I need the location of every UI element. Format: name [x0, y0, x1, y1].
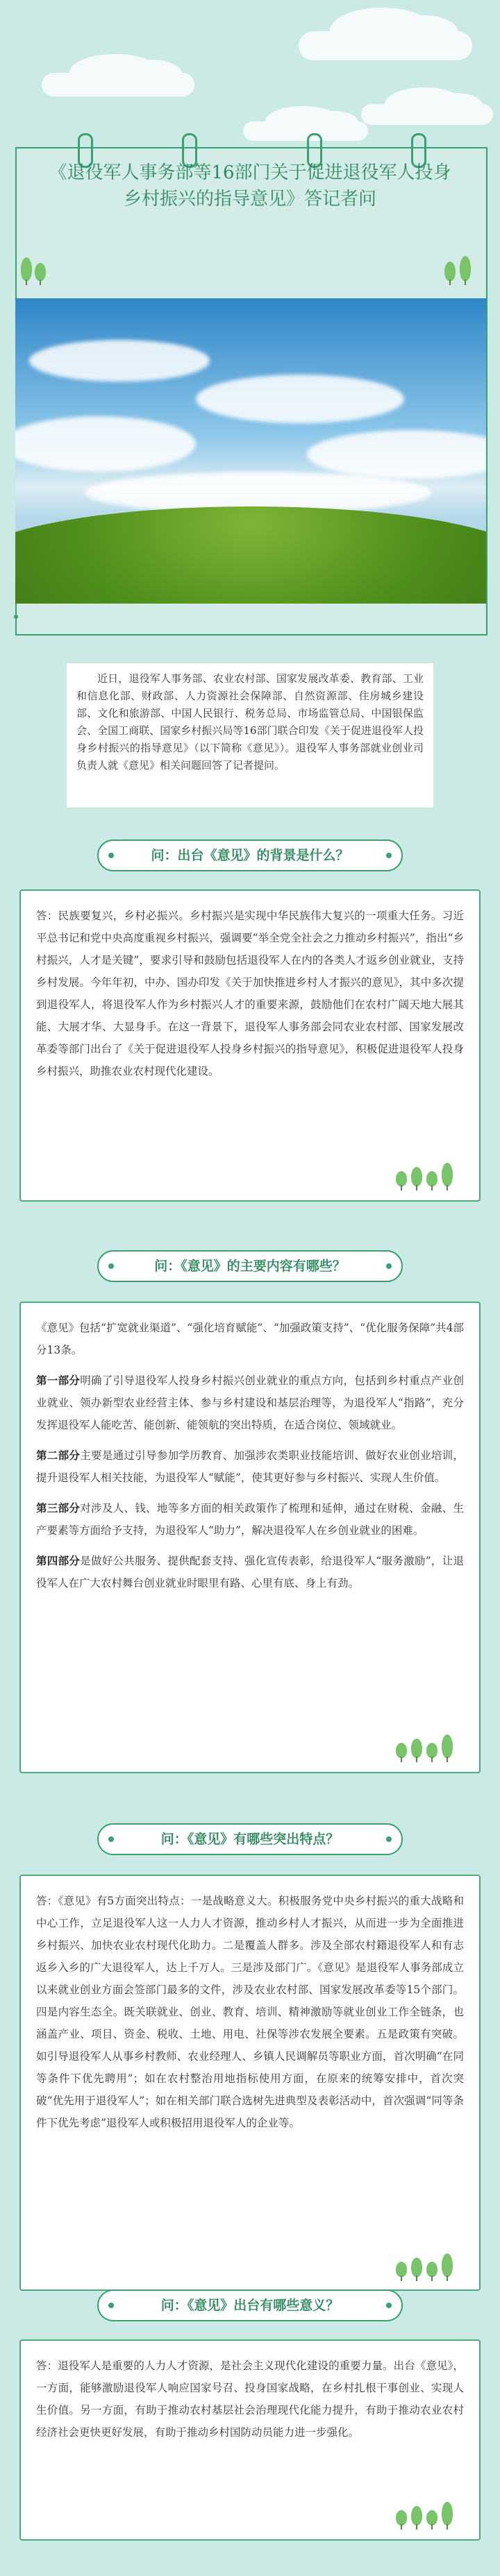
answer-2-paragraph: 第二部分主要是通过引导参加学历教育、加强涉农类职业技能培训、做好农业创业培训，提升退役军人相关技能，为退役军人“赋能”，使其更好参与乡村振兴、实现人生价值。	[36, 1449, 464, 1484]
question-4-text: 问：《意见》出台有哪些意义？	[160, 2298, 340, 2313]
tree-decoration	[396, 1730, 479, 1758]
tree-decoration	[21, 253, 104, 281]
answer-1-text: 答：民族要复兴，乡村必振兴。乡村振兴是实现中华民族伟大复兴的一项重大任务。习近平总书记和党中央高度重视乡村振兴，强调要“举全党全社会之力推动乡村振兴”，指出“乡村振兴，人才是关键”，要求引导和鼓励包括退役军人在内的各类人才返乡创业就业，支持乡村发展。今年年初，中办、国办印发《关于加快推进乡村人才振兴的意见》，其中多次提到退役军人，将退役军人作为乡村振兴人才的重要来源，鼓励他们在农村广阔天地大展其能、大展才华、大显身手。在这一背景下，退役军人事务部会同农业农村部、国家发展改革委等部门出台了《关于促进退役军人投身乡村振兴的指导意见》，积极促进退役军人投身乡村振兴，助推农业农村现代化建设。	[36, 910, 464, 1077]
question-3-text: 问：《意见》有哪些突出特点？	[160, 1832, 340, 1847]
page-title: 《退役军人事务部等16部门关于促进退役军人投身乡村振兴的指导意见》答记者问	[49, 162, 451, 210]
answer-2-box	[19, 1302, 481, 1773]
answer-2-paragraph: 第一部分明确了引导退役军人投身乡村振兴创业就业的重点方向，包括到乡村重点产业创业就业、领办新型农业经营主体、参与乡村建设和基层治理等，为退役军人“指路”，充分发挥退役军人能吃苦、能创新、能领航的突出特质，在适合岗位、领域就业。	[36, 1374, 464, 1431]
question-4-heading	[97, 2289, 403, 2321]
question-1-heading	[97, 839, 403, 871]
question-1-text: 问：出台《意见》的背景是什么？	[151, 848, 349, 863]
hero-image	[15, 298, 486, 604]
question-3-heading	[97, 1823, 403, 1855]
answer-1-box	[19, 889, 481, 1202]
answer-2-paragraph: 《意见》包括“扩宽就业渠道”、“强化培育赋能”、“加强政策支持”、“优化服务保障”共4部分13条。	[36, 1322, 464, 1356]
tree-decoration	[444, 253, 486, 281]
cloud-decoration	[361, 104, 493, 125]
question-2-text: 问：《意见》的主要内容有哪些？	[154, 1259, 346, 1274]
answer-3-text: 答：《意见》有5方面突出特点：一是战略意义大。积极服务党中央乡村振兴的重大战略和中心工作，立足退役军人这一人力人才资源，推动乡村人才振兴，从而进一步为全面推进乡村振兴、加快农业农村现代化助力。二是覆盖人群多。涉及全部农村籍退役军人和有志返乡入乡的广大退役军人，达上千万人。三是涉及部门广。《意见》是退役军人事务部成立以来就业创业方面会签部门最多的文件，涉及农业农村部、国家发展改革委等15个部门。四是内容生态全。既关联就业、创业、教育、培训、精神激励等就业创业工作全链条，也涵盖产业、项目、资金、税收、土地、用电、社保等涉农发展全要素。五是政策有突破。如引导退役军人从事乡村教师、农业经理人、乡镇人民调解员等职业方面，首次明确“在同等条件下优先聘用”；如在农村整治用地指标使用方面，在原来的统筹安排中，首次突破“优先用于退役军人”；如在相关部门联合选树先进典型及表彰活动中，首次强调“同等条件下优先考虑”退役军人或积极招用退役军人的企业等。	[36, 1895, 464, 2129]
intro-paragraph-box	[66, 663, 434, 808]
question-2-heading	[97, 1250, 403, 1282]
answer-2-paragraph: 第四部分是做好公共服务、提供配套支持、强化宣传表彰，给退役军人“服务激励”，让退役军人在广大农村舞台创业就业时眼里有路、心里有底、身上有劲。	[36, 1554, 464, 1589]
tree-decoration	[396, 1159, 479, 1186]
intro-text: 近日，退役军人事务部、农业农村部、国家发展改革委、教育部、工业和信息化部、财政部、人力资源社会保障部、自然资源部、住房城乡建设部、文化和旅游部、中国人民银行、税务总局、市场监管总局、中国银保监会、全国工商联、国家乡村振兴局等16部门联合印发《关于促进退役军人投身乡村振兴的指导意见》（以下简称《意见》）。退役军人事务部就业创业司负责人就《意见》相关问题回答了记者提问。	[76, 672, 424, 771]
cloud-decoration	[299, 31, 472, 60]
answer-2-paragraph: 第三部分对涉及人、钱、地等多方面的相关政策作了梳理和延伸，通过在财税、金融、生产要素等方面给予支持，为退役军人“助力”，解决退役军人在乡创业就业的困难。	[36, 1501, 464, 1537]
cloud-decoration	[42, 73, 194, 96]
tree-decoration	[396, 2498, 479, 2525]
answer-4-text: 答：退役军人是重要的人力人才资源，是社会主义现代化建设的重要力量。出台《意见》，一方面，能够激励退役军人响应国家号召、投身国家战略，在乡村扎根干事创业、实现人生价值。另一方面，有助于推动农村基层社会治理现代化能力提升，有助于推动农业农村经济社会更快更好发展，有助于推动乡村国防动员能力进一步强化。	[36, 2360, 464, 2439]
tree-decoration	[396, 2249, 479, 2277]
dot-icon	[14, 615, 18, 619]
answer-3-box	[19, 1875, 481, 2291]
